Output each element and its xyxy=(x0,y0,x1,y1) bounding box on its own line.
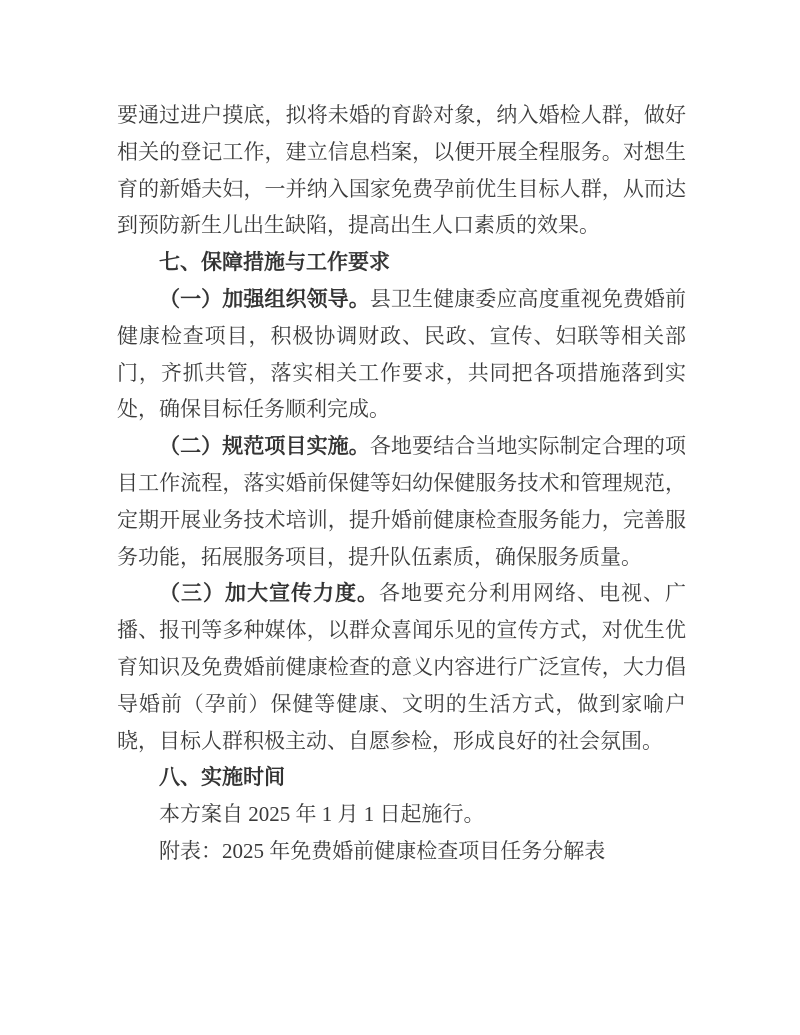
paragraph-item-3 xyxy=(117,575,686,759)
section-heading-7: 七、保障措施与工作要求 xyxy=(159,250,390,275)
item-1-body: 县卫生健康委应高度重视免费婚前健康检查项目，积极协调财政、民政、宣传、妇联等相关部门，齐抓共管，落实相关工作要求，共同把各项措施落到实处，确保目标任务顺利完成。 xyxy=(117,286,687,422)
section-heading-8: 八、实施时间 xyxy=(159,765,285,790)
paragraph-continuation: 要通过进户摸底，拟将未婚的育龄对象，纳入婚检人群，做好相关的登记工作，建立信息档案，以便开展全程服务。对想生育的新婚夫妇，一并纳入国家免费孕前优生目标人群，从而达到预防新生儿出生缺陷，提高出生人口素质的效果。 xyxy=(117,103,686,238)
effective-date-line: 本方案自 2025 年 1 月 1 日起施行。 xyxy=(159,802,485,827)
item-1-lead: （一）加强组织领导。 xyxy=(159,286,370,311)
item-2-lead: （二）规范项目实施。 xyxy=(159,434,370,459)
paragraph-item-1 xyxy=(117,281,686,428)
paragraph-item-2 xyxy=(117,428,686,575)
item-3-lead: （三）加大宣传力度。 xyxy=(159,581,379,606)
item-2-body: 各地要结合当地实际制定合理的项目工作流程，落实婚前保健等妇幼保健服务技术和管理规范，定期开展业务技术培训，提升婚前健康检查服务能力，完善服务功能，拓展服务项目，提升队伍素质，确保服务质量。 xyxy=(117,434,687,569)
item-3-body: 各地要充分利用网络、电视、广播、报刊等多种媒体，以群众喜闻乐见的宣传方式，对优生优育知识及免费婚前健康检查的意义内容进行广泛宣传，大力倡导婚前（孕前）保健等健康、文明的生活方式，做到家喻户晓，目标人群积极主动、自愿参检，形成良好的社会氛围。 xyxy=(117,581,686,753)
attachment-line: 附表：2025 年免费婚前健康检查项目任务分解表 xyxy=(159,838,606,863)
